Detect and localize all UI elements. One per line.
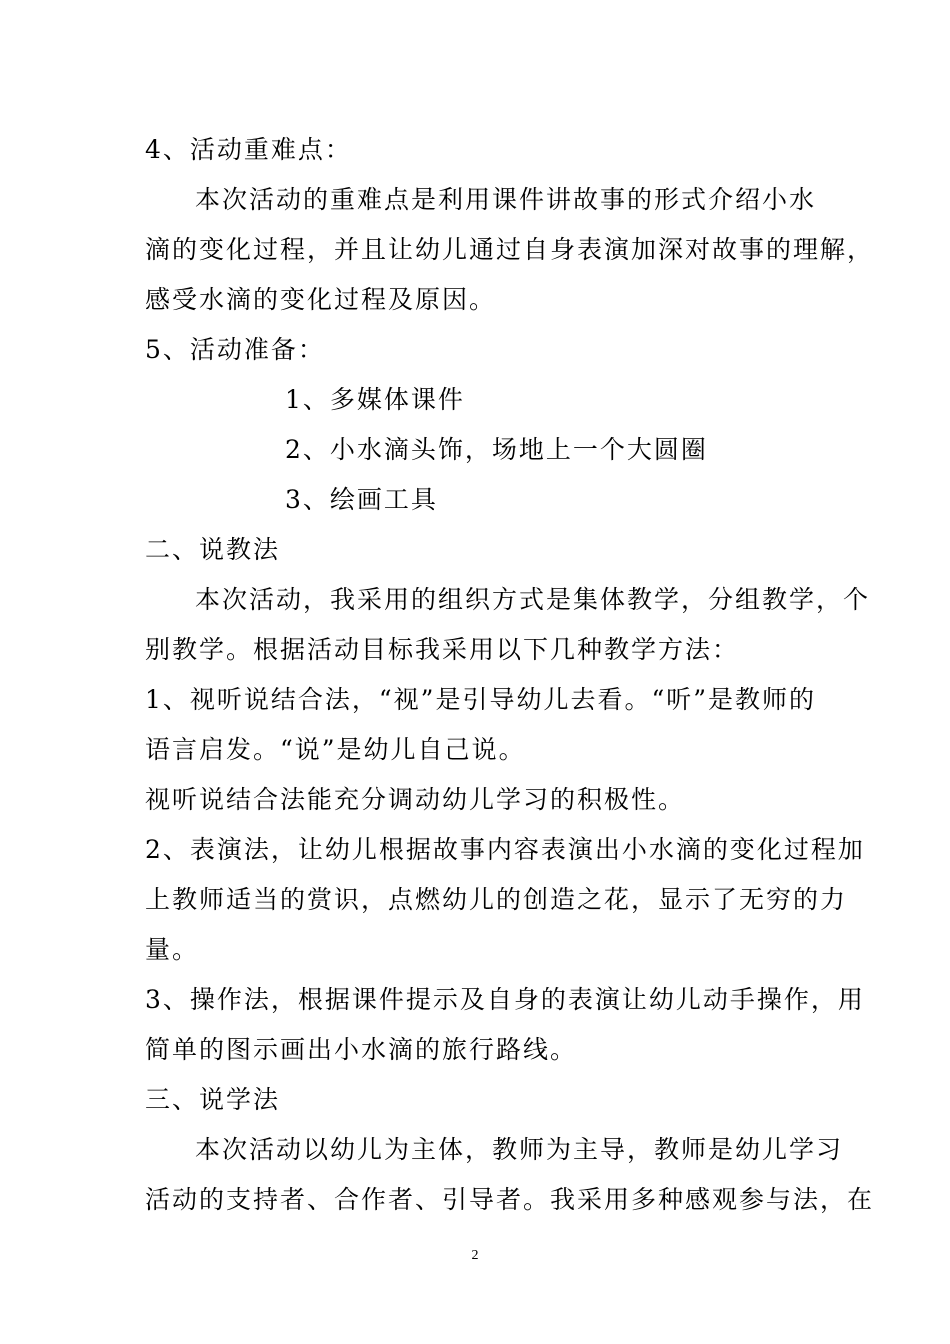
section-heading-activity-preparation: 5、活动准备： (145, 335, 325, 364)
paragraph-line: 别教学。根据活动目标我采用以下几种教学方法： (145, 635, 740, 664)
list-item: 2、小水滴头饰，场地上一个大圆圈 (285, 435, 708, 464)
paragraph-line: 语言启发。“说”是幼儿自己说。 (145, 735, 526, 764)
paragraph-line: 2、表演法，让幼儿根据故事内容表演出小水滴的变化过程加 (145, 835, 865, 864)
section-heading-learning-method: 三、说学法 (145, 1085, 281, 1114)
paragraph-line: 本次活动，我采用的组织方式是集体教学，分组教学，个 (195, 585, 871, 614)
list-item: 3、绘画工具 (285, 485, 438, 514)
paragraph-line: 活动的支持者、合作者、引导者。我采用多种感观参与法，在 (145, 1185, 875, 1214)
section-heading-teaching-method: 二、说教法 (145, 535, 281, 564)
paragraph-line: 简单的图示画出小水滴的旅行路线。 (145, 1035, 578, 1064)
paragraph-line: 视听说结合法能充分调动幼儿学习的积极性。 (145, 785, 686, 814)
paragraph-line: 滴的变化过程，并且让幼儿通过自身表演加深对故事的理解， (145, 235, 875, 264)
section-heading-activity-difficulty: 4、活动重难点： (145, 135, 352, 164)
page-number: 2 (471, 1248, 479, 1263)
paragraph-line: 3、操作法，根据课件提示及自身的表演让幼儿动手操作，用 (145, 985, 865, 1014)
list-item: 1、多媒体课件 (285, 385, 465, 414)
paragraph-line: 上教师适当的赏识，点燃幼儿的创造之花，显示了无穷的力 (145, 885, 848, 914)
paragraph-line: 本次活动以幼儿为主体，教师为主导，教师是幼儿学习 (195, 1135, 844, 1164)
paragraph-line: 量。 (145, 935, 200, 964)
paragraph-line: 感受水滴的变化过程及原因。 (145, 285, 497, 314)
paragraph-line: 1、视听说结合法，“视”是引导幼儿去看。“听”是教师的 (145, 685, 817, 714)
paragraph-line: 本次活动的重难点是利用课件讲故事的形式介绍小水 (195, 185, 817, 214)
